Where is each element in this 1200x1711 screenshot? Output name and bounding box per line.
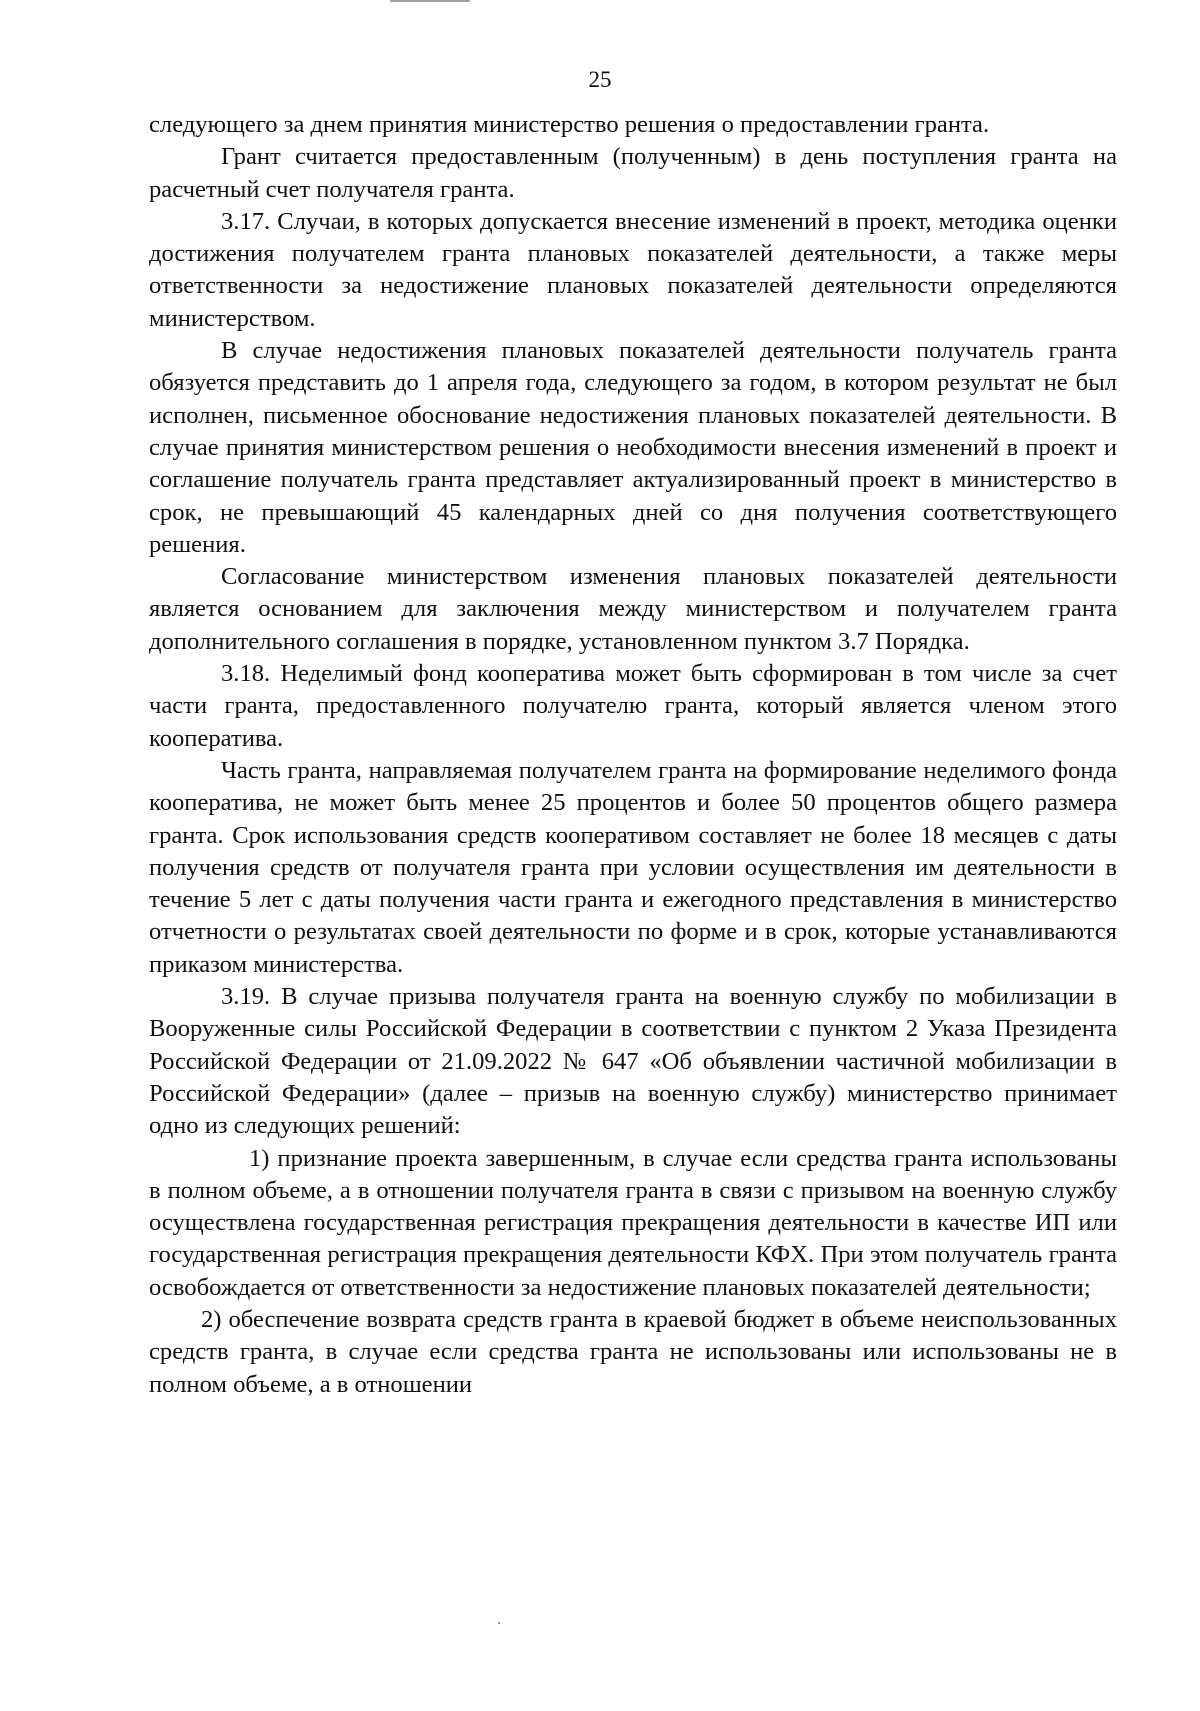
scan-edge-mark [390,0,470,2]
paragraph-3-19: 3.19. В случае призыва получателя гранта на военную службу по мобилизации в Вооруженные силы Российской Федерации в соответствии с пунктом 2 Указа Президента Российской Федерации от 21.09.2022 № 647 «Об объявлении частичной мобилизации в Российской Федерации» (далее – призыв на военную службу) министерство принимает одно из следующих решений: [149,983,1117,1140]
scan-speck [498,1622,500,1624]
page-number: 25 [588,67,612,92]
paragraph-continuation: следующего за днем принятия министерство решения о предоставлении гранта. [149,111,990,138]
paragraph-non-achievement: В случае недостижения плановых показателей деятельности получатель гранта обязуется представить до 1 апреля года, следующего за годом, в котором результат не был исполнен, письменное обоснование недостижения плановых показателей деятельности. В случае принятия министерством решения о необходимости внесения изменений в проект и соглашение получатель гранта представляет актуализированный проект в министерство в срок, не превышающий 45 календарных дней со дня получения соответствующего решения. [149,337,1117,558]
paragraph-3-17: 3.17. Случаи, в которых допускается внесение изменений в проект, методика оценки достижения получателем гранта плановых показателей деятельности, а также меры ответственности за недостижение плановых показателей деятельности определяются министерством. [149,207,1117,332]
paragraph-grant-part: Часть гранта, направляемая получателем гранта на формирование неделимого фонда кооператива, не может быть менее 25 процентов и более 50 процентов общего размера гранта. Срок использования средств кооперативом составляет не более 18 месяцев с даты получения средств от получателя гранта при условии осуществления им деятельности в течение 5 лет с даты получения части гранта и ежегодного представления в министерство отчетности о результатах своей деятельности по форме и в срок, которые устанавливаются приказом министерства. [149,756,1117,978]
list-item-2: 2) обеспечение возврата средств гранта в краевой бюджет в объеме неиспользованных средств гранта, в случае если средства гранта не использованы или использованы не в полном объеме, а в отношении [149,1305,1117,1398]
document-body [149,109,1117,1401]
paragraph-3-18: 3.18. Неделимый фонд кооператива может быть сформирован в том числе за счет части гранта, предоставленного получателю гранта, который является членом этого кооператива. [149,660,1117,752]
paragraph-grant-provided: Грант считается предоставленным (полученным) в день поступления гранта на расчетный счет получателя гранта. [149,143,1117,203]
list-item-1: 1) признание проекта завершенным, в случае если средства гранта использованы в полном объеме, а в отношении получателя гранта в связи с призывом на военную службу осуществлена государственная регистрация прекращения деятельности в качестве ИП или государственная регистрация прекращения деятельности КФХ. При этом получатель гранта освобождается от ответственности за недостижение плановых показателей деятельности; [149,1144,1117,1301]
paragraph-approval: Согласование министерством изменения плановых показателей деятельности является основанием для заключения между министерством и получателем гранта дополнительного соглашения в порядке, установленном пунктом 3.7 Порядка. [149,563,1117,655]
